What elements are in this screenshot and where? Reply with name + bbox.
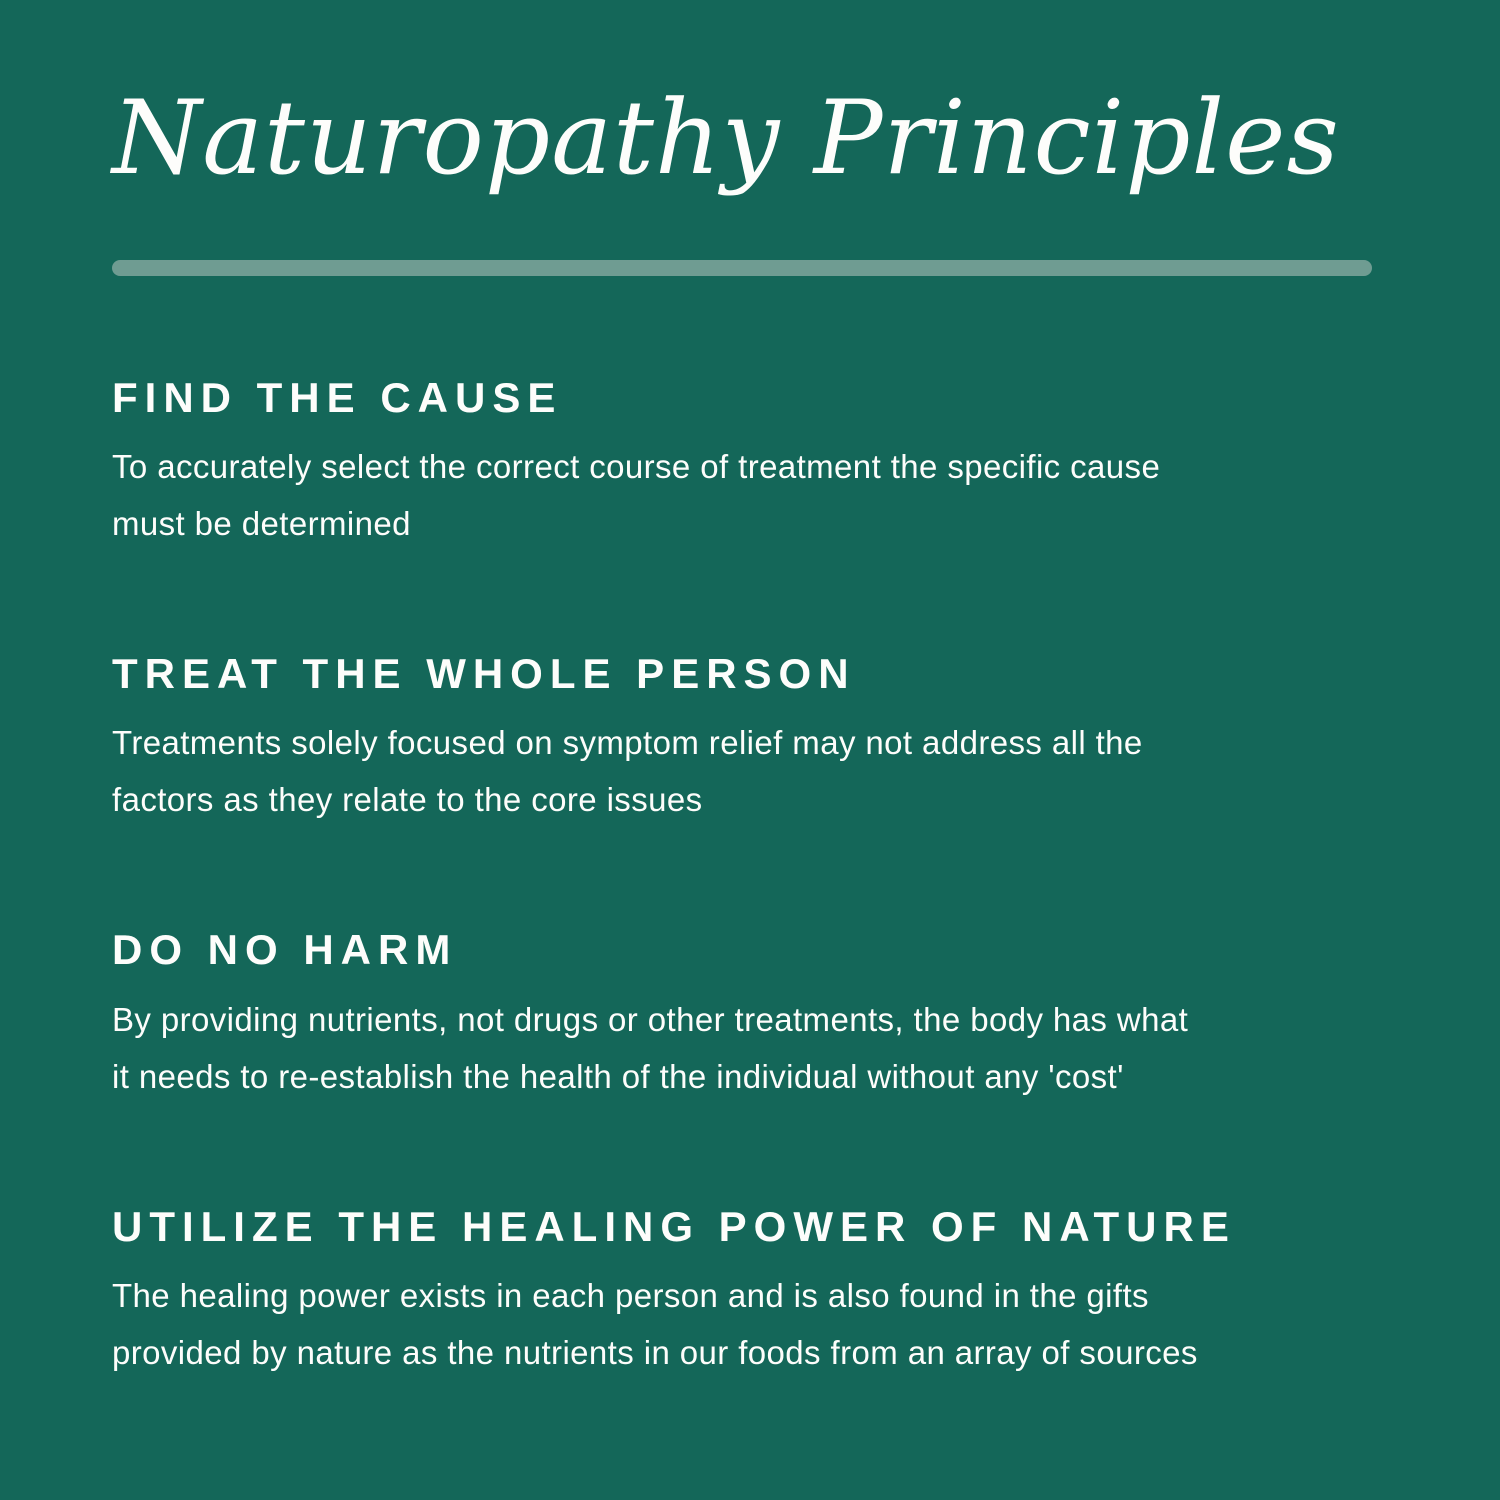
section-body: [112, 1267, 1390, 1381]
section-body: [112, 991, 1390, 1105]
body-line: must be determined: [112, 504, 411, 542]
body-line: By providing nutrients, not drugs or other treatments, the body has what: [112, 1000, 1189, 1038]
section-find-the-cause: [112, 374, 1390, 552]
section-treat-the-whole-person: [112, 650, 1390, 828]
body-line: The healing power exists in each person and is also found in the gifts: [112, 1276, 1149, 1314]
body-line: factors as they relate to the core issues: [112, 781, 703, 819]
body-line: it needs to re-establish the health of the individual without any 'cost': [112, 1057, 1124, 1095]
body-line: Treatments solely focused on symptom relief may not address all the: [112, 724, 1143, 762]
page-title: Naturopathy Principles: [112, 79, 1340, 198]
section-body: [112, 438, 1390, 552]
body-line: To accurately select the correct course of treatment the specific cause: [112, 447, 1161, 485]
section-heading: UTILIZE THE HEALING POWER OF NATURE: [112, 1202, 1236, 1250]
body-line: provided by nature as the nutrients in our foods from an array of sources: [112, 1333, 1198, 1371]
section-do-no-harm: [112, 926, 1390, 1104]
section-heading: TREAT THE WHOLE PERSON: [112, 649, 856, 697]
section-heading: DO NO HARM: [112, 926, 458, 974]
divider-bar: [112, 260, 1372, 276]
section-heading: FIND THE CAUSE: [112, 373, 563, 421]
section-utilize-the-healing-power-of-nature: [112, 1203, 1390, 1381]
section-body: [112, 714, 1390, 828]
